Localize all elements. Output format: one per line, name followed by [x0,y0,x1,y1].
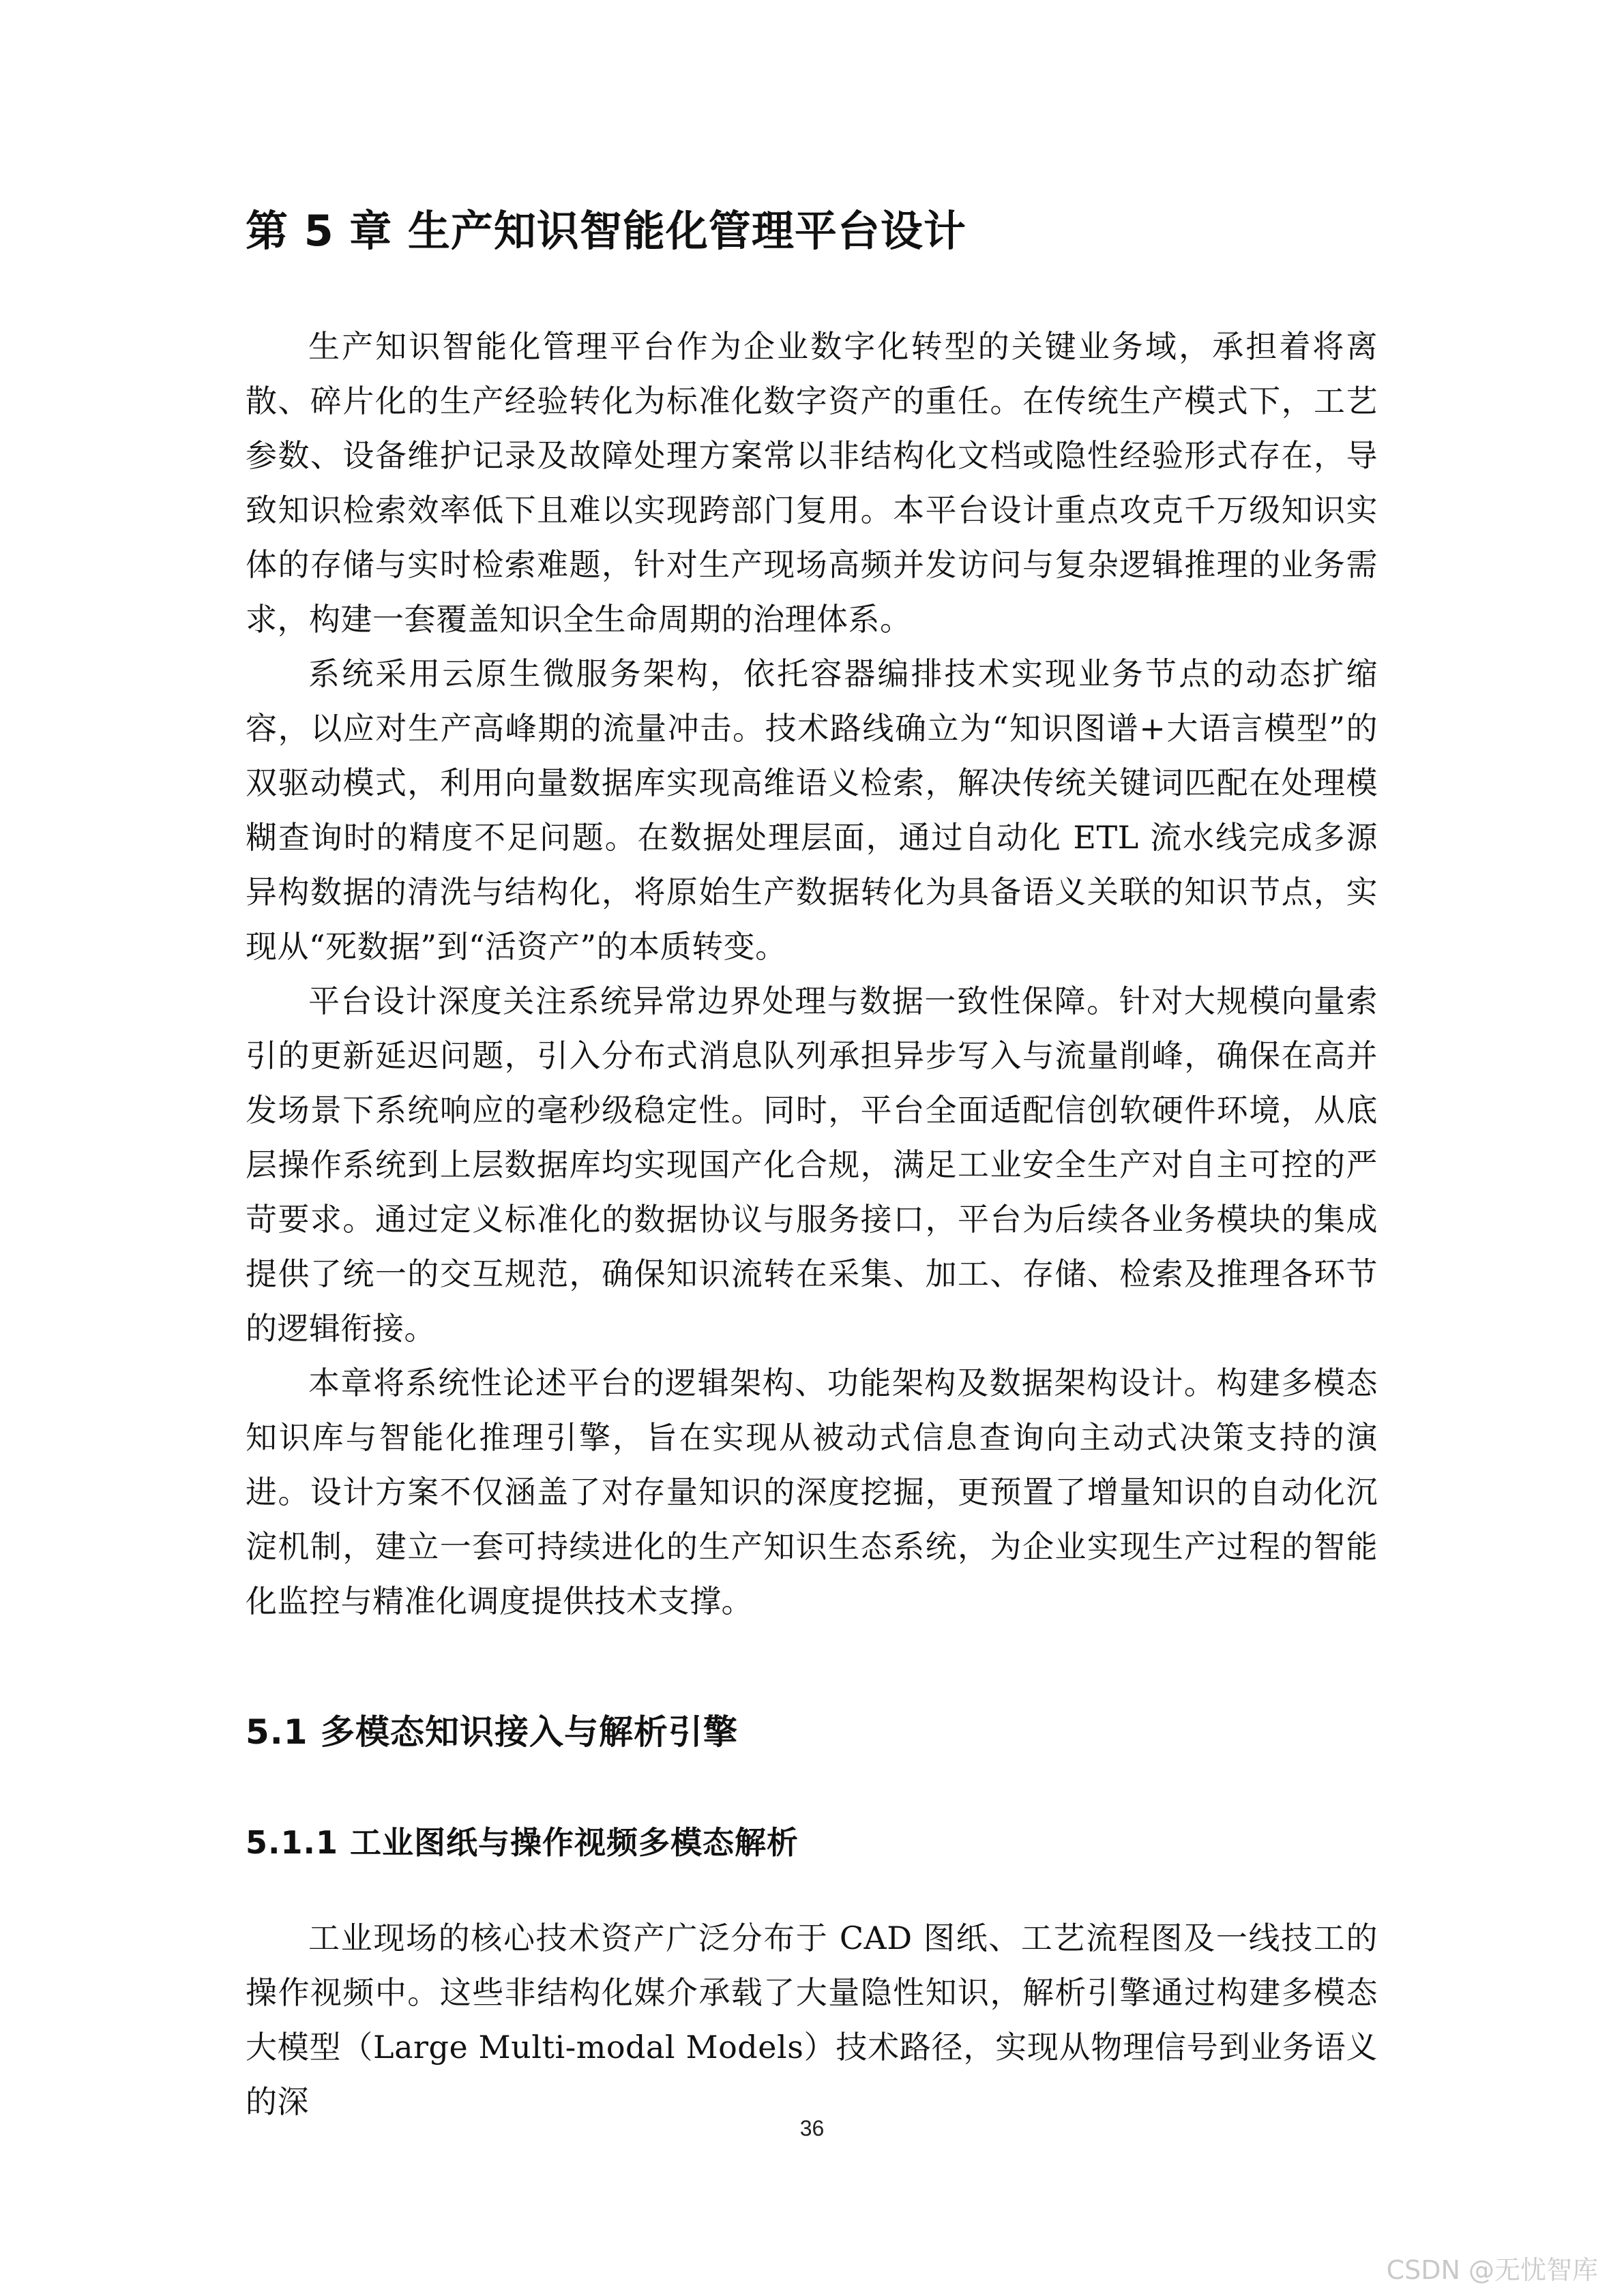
page-number: 36 [799,2116,825,2141]
body-paragraph-1: 生产知识智能化管理平台作为企业数字化转型的关键业务域，承担着将离散、碎片化的生产经验转化为标准化数字资产的重任。在传统生产模式下，工艺参数、设备维护记录及故障处理方案常以非结构化文档或隐性经验形式存在，导致知识检索效率低下且难以实现跨部门复用。本平台设计重点攻克千万级知识实体的存储与实时检索难题，针对生产现场高频并发访问与复杂逻辑推理的业务需求，构建一套覆盖知识全生命周期的治理体系。 [246,327,1378,638]
page-content [246,205,1378,2129]
body-paragraph-3: 平台设计深度关注系统异常边界处理与数据一致性保障。针对大规模向量索引的更新延迟问题，引入分布式消息队列承担异步写入与流量削峰，确保在高并发场景下系统响应的毫秒级稳定性。同时，平台全面适配信创软硬件环境，从底层操作系统到上层数据库均实现国产化合规，满足工业安全生产对自主可控的严苛要求。通过定义标准化的数据协议与服务接口，平台为后续各业务模块的集成提供了统一的交互规范，确保知识流转在采集、加工、存储、检索及推理各环节的逻辑衔接。 [246,982,1378,1347]
body-paragraph-2: 系统采用云原生微服务架构，依托容器编排技术实现业务节点的动态扩缩容，以应对生产高峰期的流量冲击。技术路线确立为“知识图谱+大语言模型”的双驱动模式，利用向量数据库实现高维语义检索，解决传统关键词匹配在处理模糊查询时的精度不足问题。在数据处理层面，通过自动化 ETL 流水线完成多源异构数据的清洗与结构化，将原始生产数据转化为具备语义关联的知识节点，实现从“死数据”到“活资产”的本质转变。 [246,655,1378,965]
watermark: CSDN @无忧智库 [1386,2255,1598,2285]
chapter-title: 第 5 章 生产知识智能化管理平台设计 [246,206,966,256]
subsection-heading-5-1-1: 5.1.1 工业图纸与操作视频多模态解析 [246,1823,799,1861]
body-paragraph-5-1-1: 工业现场的核心技术资产广泛分布于 CAD 图纸、工艺流程图及一线技工的操作视频中。这些非结构化媒介承载了大量隐性知识，解析引擎通过构建多模态大模型（Large Multi-modal Models）技术路径，实现从物理信号到业务语义的深 [246,1920,1378,2121]
section-heading-5-1: 5.1 多模态知识接入与解析引擎 [246,1712,738,1752]
body-paragraph-4: 本章将系统性论述平台的逻辑架构、功能架构及数据架构设计。构建多模态知识库与智能化推理引擎，旨在实现从被动式信息查询向主动式决策支持的演进。设计方案不仅涵盖了对存量知识的深度挖掘，更预置了增量知识的自动化沉淀机制，建立一套可持续进化的生产知识生态系统，为企业实现生产过程的智能化监控与精准化调度提供技术支撑。 [246,1364,1378,1620]
